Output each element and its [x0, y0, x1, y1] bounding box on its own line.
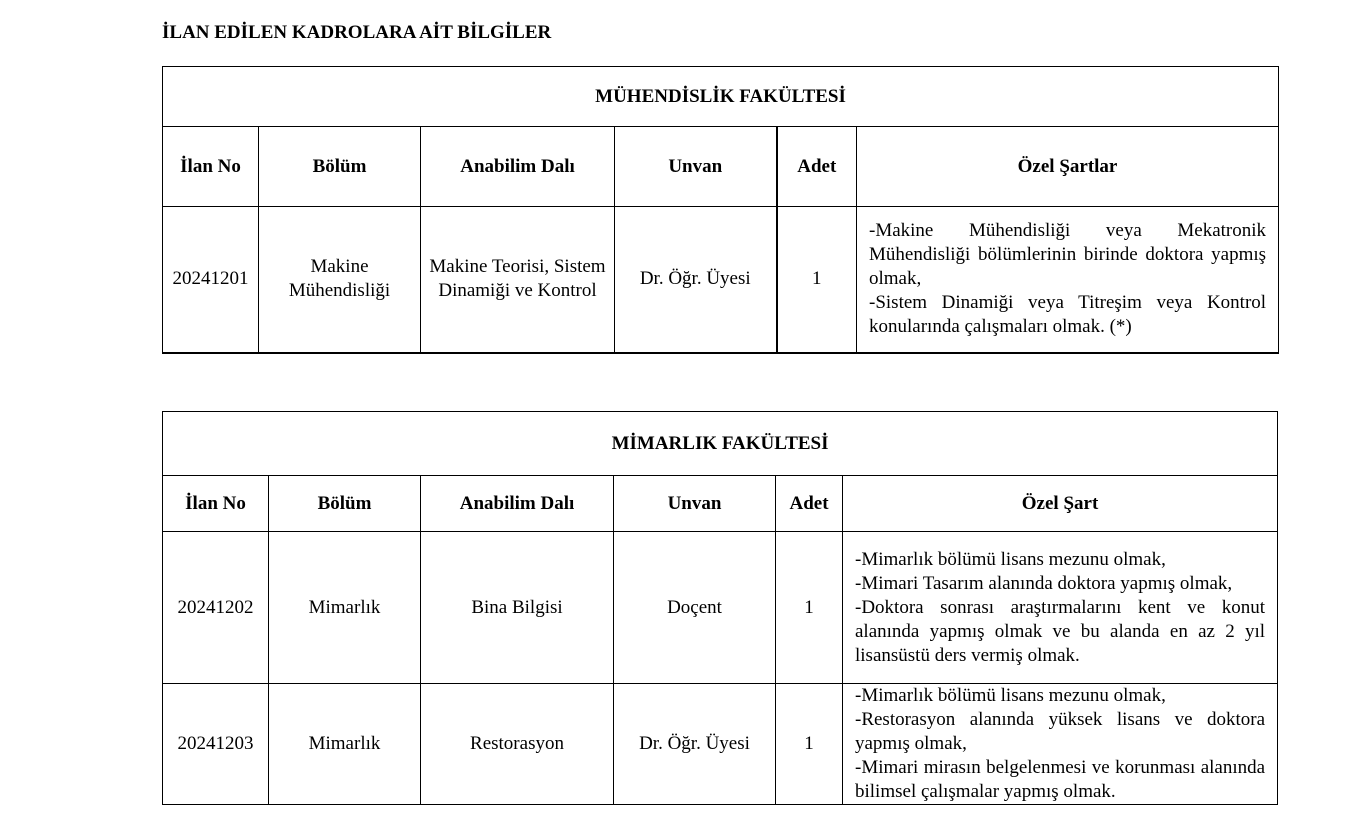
sart-item: -Mimari Tasarım alanında doktora yapmış olmak, — [855, 572, 1233, 594]
bolum: Makine Mühendisliği — [259, 207, 421, 353]
header-anabilim: Anabilim Dalı — [421, 127, 615, 207]
unvan: Dr. Öğr. Üyesi — [615, 207, 777, 353]
header-ozel-sartlar: Özel Şartlar — [857, 127, 1279, 207]
header-bolum: Bölüm — [269, 476, 421, 532]
sart-item: -Mimarlık bölümü lisans mezunu olmak, — [855, 548, 1166, 570]
sart-item: -Mimari mirasın belgelenmesi ve korunması alanında bilimsel çalışmalar yapmış olmak. — [855, 757, 1266, 802]
anabilim-dali: Restorasyon — [421, 684, 614, 805]
faculty-title: MİMARLIK FAKÜLTESİ — [163, 412, 1278, 476]
page-heading: İLAN EDİLEN KADROLARA AİT BİLGİLER — [162, 22, 552, 43]
unvan: Doçent — [614, 532, 776, 684]
ozel-sart — [843, 684, 1278, 805]
ilan-no: 20241203 — [163, 684, 269, 805]
header-ozel-sart: Özel Şart — [843, 476, 1278, 532]
unvan: Dr. Öğr. Üyesi — [614, 684, 776, 805]
header-ilan-no: İlan No — [163, 476, 269, 532]
adet: 1 — [776, 684, 843, 805]
faculty-title: MÜHENDİSLİK FAKÜLTESİ — [163, 67, 1279, 127]
header-unvan: Unvan — [614, 476, 776, 532]
adet: 1 — [776, 532, 843, 684]
anabilim-dali: Bina Bilgisi — [421, 532, 614, 684]
muhendislik-table — [162, 66, 1279, 354]
header-anabilim: Anabilim Dalı — [421, 476, 614, 532]
table-row — [163, 684, 1278, 805]
mimarlik-table — [162, 411, 1278, 805]
header-unvan: Unvan — [615, 127, 777, 207]
ilan-no: 20241201 — [163, 207, 259, 353]
sart-item: -Doktora sonrası araştırmalarını kent ve konut alanında yapmış olmak ve bu alanda en az 2 yıl lisansüstü ders vermiş olmak. — [855, 596, 1266, 666]
ozel-sartlar — [857, 207, 1279, 353]
adet: 1 — [777, 207, 857, 353]
ilan-no: 20241202 — [163, 532, 269, 684]
header-adet: Adet — [777, 127, 857, 207]
sart-item: -Sistem Dinamiği veya Titreşim veya Kontrol konularında çalışmaları olmak. (*) — [869, 292, 1267, 338]
header-adet: Adet — [776, 476, 843, 532]
ozel-sart — [843, 532, 1278, 684]
sart-item: -Makine Mühendisliği veya Mekatronik Mühendisliği bölümlerinin birinde doktora yapmış olmak, — [869, 220, 1267, 290]
bolum: Mimarlık — [269, 684, 421, 805]
header-ilan-no: İlan No — [163, 127, 259, 207]
anabilim-dali: Makine Teorisi, Sistem Dinamiği ve Kontrol — [421, 207, 615, 353]
table-row — [163, 532, 1278, 684]
sart-item: -Mimarlık bölümü lisans mezunu olmak, — [855, 685, 1166, 706]
sart-item: -Restorasyon alanında yüksek lisans ve doktora yapmış olmak, — [855, 709, 1266, 754]
header-bolum: Bölüm — [259, 127, 421, 207]
table-row — [163, 207, 1279, 353]
bolum: Mimarlık — [269, 532, 421, 684]
